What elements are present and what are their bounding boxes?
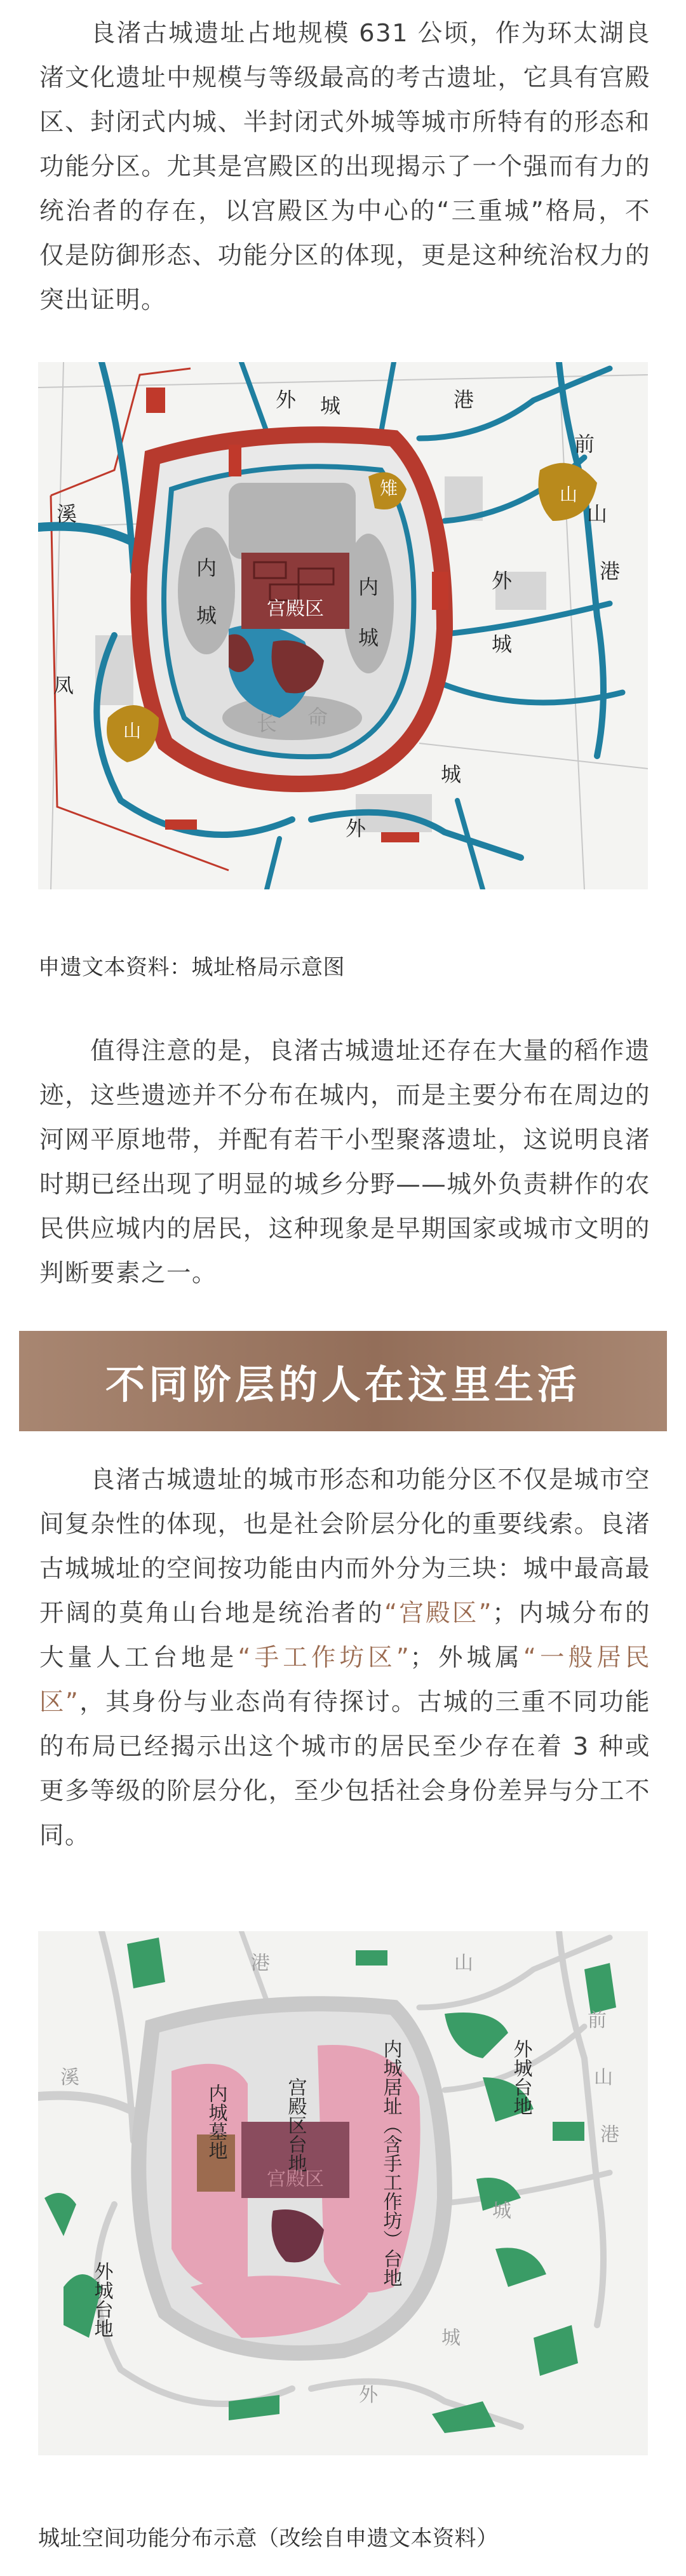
label-shan-left: 山 (123, 720, 142, 741)
highlight-palace: “宫殿区” (384, 1599, 493, 1628)
label-inner-residence: 内城居址（含手工作坊）台地 (379, 2039, 402, 2287)
label-cheng-right: 城 (492, 2200, 511, 2222)
label-inner-right-2: 城 (358, 626, 379, 650)
intro-paragraph: 良渚古城遗址占地规模 631 公顷，作为环太湖良渚文化遗址中规模与等级最高的考古遗址，它具有宫殿区、封闭式内城、半封闭式外城等城市所特有的形态和功能分区。尤其是宫殿区的出现揭示了一个强而有力的统治者的存在，以宫殿区为中心的“三重城”格局，不仅是防御形态、功能分区的体现，更是这种统治权力的突出证明。 (39, 19, 650, 314)
label-mountain-east: 山 (559, 484, 578, 505)
label-gang: 港 (453, 388, 474, 412)
label-gang-top: 港 (251, 1952, 270, 1974)
map1-caption: 申遗文本资料：城址格局示意图 (38, 955, 345, 980)
label-qian: 前 (574, 432, 595, 456)
label-bottom-chang: 长 (256, 711, 278, 736)
function-zone-map (38, 1931, 648, 2455)
label-bottom-zhu: 命 (307, 705, 328, 729)
label-inner-left-1: 内 (196, 556, 217, 580)
label-gang-right: 港 (599, 559, 621, 583)
label-feng: 凤 (53, 673, 74, 698)
label-xi: 溪 (60, 2067, 79, 2089)
label-shan-top: 山 (454, 1952, 473, 1974)
label-outer-north: 外 (275, 388, 297, 412)
label-outer-right-2: 城 (491, 632, 513, 656)
city-layout-map-svg (38, 362, 648, 889)
banner-title: 不同阶层的人在这里生活 (105, 1361, 581, 1408)
label-bottom-outer: 外 (345, 816, 367, 840)
label-bottom-city: 城 (440, 762, 462, 786)
label-cheng-bottom: 城 (441, 2327, 461, 2349)
rice-paragraph: 值得注意的是，良渚古城遗址还存在大量的稻作遗迹，这些遗迹并不分布在城内，而是主要分布在周边的河网平原地带，并配有若干小型聚落遗址，这说明良渚时期已经出现了明显的城乡分野——城外负责耕作的农民供应城内的居民，这种现象是早期国家或城市文明的判断要素之一。 (39, 1037, 650, 1288)
map2-caption: 城址空间功能分布示意（改绘自申遗文本资料） (38, 2526, 499, 2551)
highlight-workshop: “手工作坊区” (238, 1643, 410, 1672)
label-outer-left-terrace: 外城台地 (90, 2262, 113, 2338)
label-qian-right: 前 (588, 2009, 607, 2032)
section-banner (19, 1331, 667, 1431)
label-shan: 山 (586, 502, 608, 526)
label-inner-right-1: 内 (358, 575, 379, 599)
label-mountain-north: 雉 (379, 478, 398, 499)
label-wai-bottom: 外 (359, 2384, 378, 2406)
label-shan-right: 山 (594, 2067, 613, 2089)
city-layout-map (38, 362, 648, 889)
label-outer-right-1: 外 (491, 569, 513, 593)
label-faded-palace: 宫殿区 (267, 2168, 324, 2190)
label-outer-right-terrace: 外城台地 (509, 2039, 532, 2115)
label-inner-tomb: 内城墓地 (205, 2084, 227, 2160)
highlight-residence: “一般居民区” (39, 1643, 650, 1716)
label-gang-right: 港 (600, 2124, 619, 2146)
label-xi: 溪 (56, 502, 77, 526)
function-zone-map-svg (38, 1931, 648, 2455)
label-palace-terrace: 宫殿区台地 (284, 2077, 307, 2173)
label-outer-north2: 城 (319, 394, 341, 418)
social-class-paragraph: 良渚古城遗址的城市形态和功能分区不仅是城市空间复杂性的体现，也是社会阶层分化的重要线索。良渚古城城址的空间按功能由内而外分为三块：城中最高最开阔的莫角山台地是统治者的“宫殿区”；内城分布的大量人工台地是“手工作坊区”；外城属“一般居民区”，其身份与业态尚有待探讨。古城的三重不同功能的布局已经揭示出这个城市的居民至少存在着 3 种或更多等级的阶层分化，至少包括社会身份差异与分工不同。 (39, 1466, 650, 1850)
label-palace: 宫殿区 (267, 598, 324, 620)
label-inner-left-2: 城 (196, 604, 217, 628)
